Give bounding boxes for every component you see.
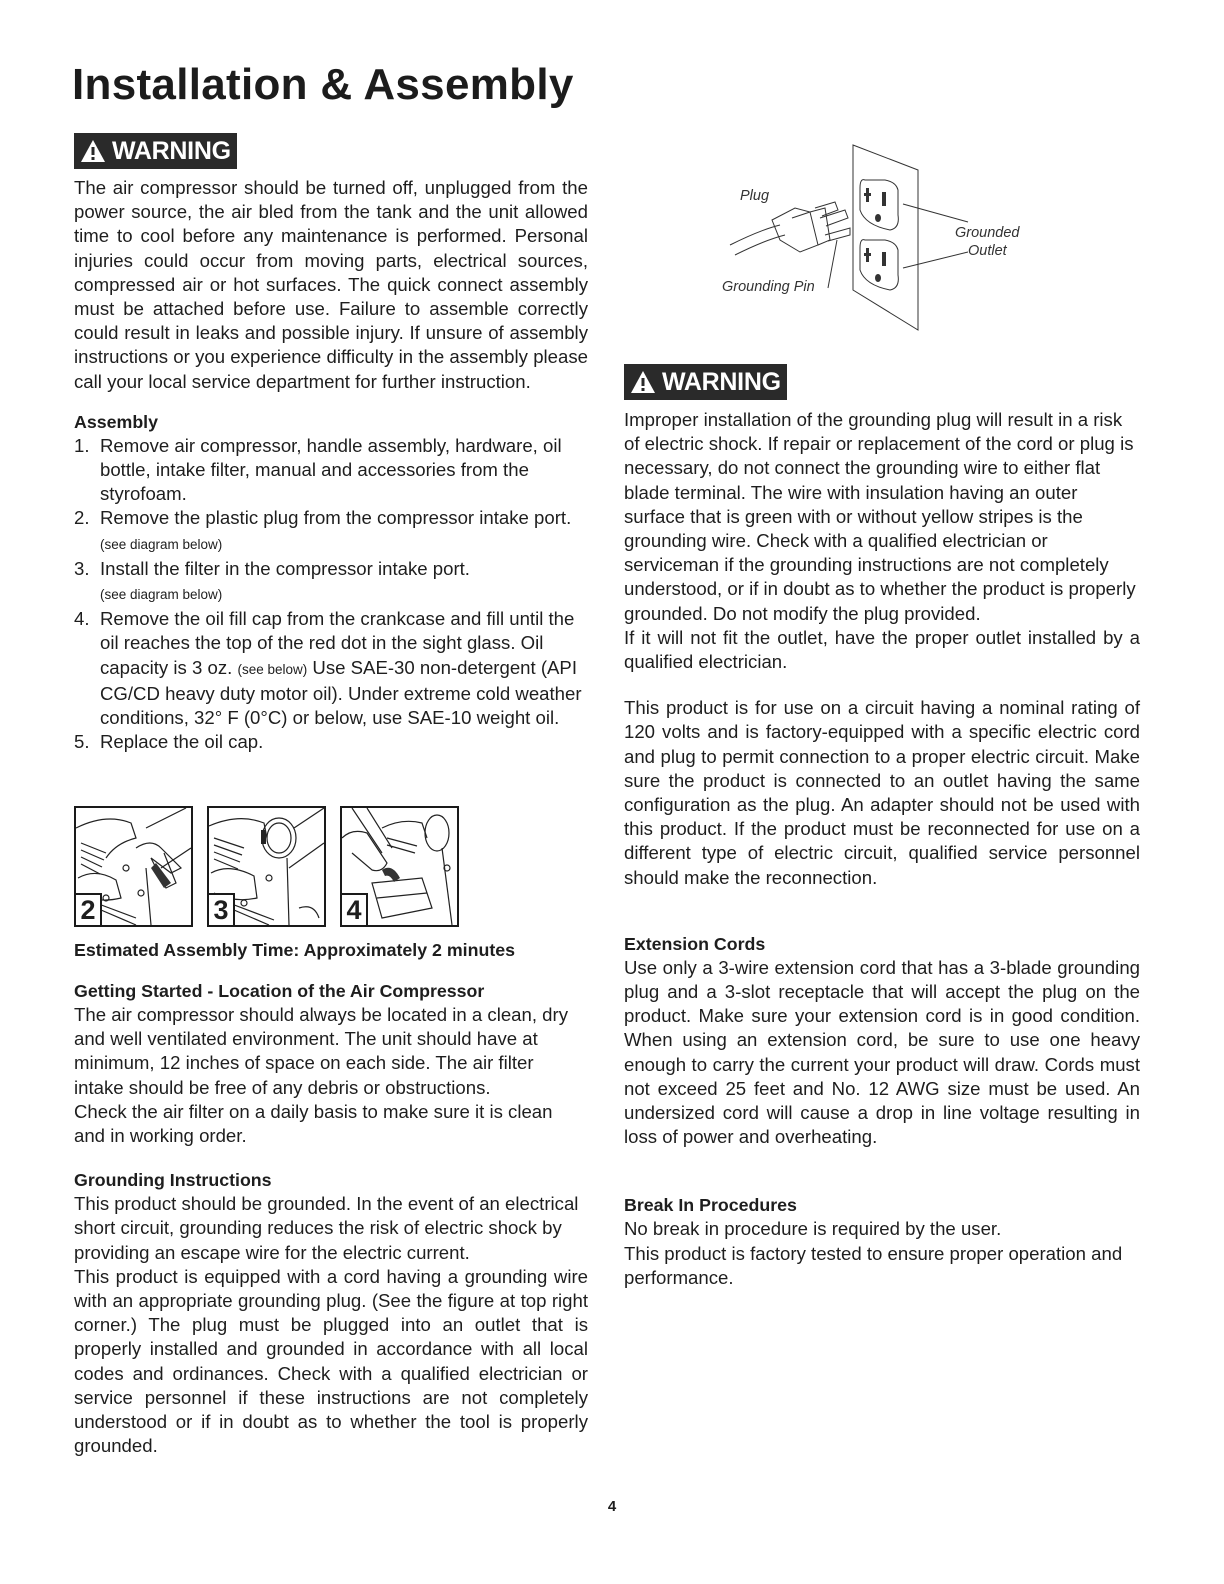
warning-triangle-icon [80, 139, 106, 163]
getting-started-heading: Getting Started - Location of the Air Compressor [74, 981, 485, 1001]
grounding-warning-text: Improper installation of the grounding plug will result in a risk of electric shock. If repair or replacement of the cord or plug is necessary, do not connect the grounding wire to either flat blade terminal. The wire with insulation having an outer surface that is green with or without yellow stripes is the grounding wire. Check with a qualified electrician or serviceman if the grounding instructions are not completely understood, or if in doubt as to whether the product is properly grounded. Do not modify the plug provided. [624, 409, 1136, 624]
step-note: (see diagram below) [100, 587, 223, 603]
warning-triangle-icon [630, 370, 656, 394]
grounded-plug-figure [700, 140, 1040, 340]
getting-started-text-2: Check the air filter on a daily basis to make sure it is clean and in working order. [74, 1100, 553, 1147]
estimated-time: Estimated Assembly Time: Approximately 2 minutes [74, 940, 516, 960]
assembly-step [74, 607, 588, 730]
grounding-heading: Grounding Instructions [74, 1170, 272, 1191]
warning-badge-2 [624, 364, 787, 400]
assembly-step [74, 434, 588, 507]
step-text: Remove the plastic plug from the compressor intake port. [100, 507, 572, 529]
grounding-pin-label: Grounding Pin [722, 279, 815, 295]
assembly-step [74, 730, 588, 754]
assembly-step [74, 506, 588, 556]
figure-remove-intake-plug [74, 806, 193, 927]
step-text: Remove air compressor, handle assembly, hardware, oil bottle, intake filter, manual and accessories from the styrofoam. [100, 434, 562, 505]
warning-label: WARNING [112, 137, 231, 165]
warning-badge [74, 133, 237, 169]
grounded-outlet-label: Grounded [955, 225, 1020, 241]
left-column-lower [74, 938, 588, 1458]
step-number: 5. [74, 731, 90, 753]
page-number: 4 [607, 1498, 617, 1515]
step-note: (see diagram below) [100, 536, 223, 552]
getting-started-text: The air compressor should always be located in a clean, dry and well ventilated environment. The unit should have at minimum, 12 inches of space on each side. The air filter intake should be free of any debris or obstructions. [74, 1004, 569, 1098]
page-title: Installation & Assembly [72, 60, 574, 109]
grounding-text-2: This product is equipped with a cord having a grounding wire with an appropriate grounding plug. (See the figure at top right corner.) The plug must be plugged into an outlet that is properly installed and grounded in accordance with all local codes and ordinances. Check with a qualified electrician or service personnel if these instructions are not completely understood or if in doubt as to whether the tool is properly grounded. [74, 1265, 588, 1457]
step-text: Replace the oil cap. [100, 731, 264, 753]
grounded-outlet-label-2: Outlet [968, 243, 1007, 259]
step-number: 1. [74, 434, 90, 456]
step-text: Use SAE-30 non-detergent (API CG/CD heavy duty motor oil). Under extreme cold weather conditions, 32° F (0°C) or below, use SAE-10 weight oil. [100, 656, 582, 729]
break-in-text-2: This product is factory tested to ensure proper operation and performance. [624, 1242, 1123, 1288]
warning-text: The air compressor should be turned off, unplugged from the power source, the air bled from the tank and the unit allowed time to cool before any maintenance is performed. Personal injuries could occur from moving parts, electrical sources, compressed air or hot surfaces. The quick connect assembly must be attached before use. Failure to assemble correctly could result in leaks and possible injury. If unsure of assembly instructions or you experience difficulty in the assembly please call your local service department for further instruction. [74, 177, 588, 392]
warning-label: WARNING [662, 368, 781, 396]
break-in-heading: Break In Procedures [624, 1195, 797, 1216]
step-number: 4. [74, 608, 90, 630]
assembly-steps [74, 434, 588, 755]
assembly-figures [74, 806, 459, 927]
step-text: Install the filter in the compressor intake port. [100, 557, 470, 579]
circuit-text: This product is for use on a circuit having a nominal rating of 120 volts and is factory-equipped with a specific electric cord and plug to permit connection to a proper electric circuit. Make sure the product is connected to an outlet having the same configuration as the plug. An adapter should not be used with this product. If the product must be reconnected for use on a different type of electric circuit, qualified service personnel should make the reconnection. [624, 697, 1140, 888]
assembly-step [74, 557, 588, 607]
figure-number: 2 [76, 893, 102, 925]
plug-label: Plug [740, 188, 770, 204]
assembly-heading: Assembly [74, 411, 159, 432]
extension-cords-heading: Extension Cords [624, 933, 766, 954]
figure-number: 3 [209, 893, 235, 925]
figure-fill-oil [340, 806, 459, 927]
left-column-upper [74, 176, 588, 754]
extension-cords-text: Use only a 3-wire extension cord that has a 3-blade grounding plug and a 3-slot receptacle that will accept the plug on the product. Make sure your extension cord is in good condition. When using an extension cord, be sure to use one heavy enough to carry the current your product will draw. Cords must not exceed 25 feet and No. 12 AWG size must be used. An undersized cord will cause a drop in line voltage resulting in loss of power and overheating. [624, 956, 1140, 1148]
step-note: (see below) [237, 661, 308, 677]
step-text: Remove the oil fill cap from the crankcase and fill until the oil reaches the top of the red dot in the sight glass. Oil capacity is 3 oz. [100, 608, 575, 678]
step-number: 3. [74, 557, 90, 579]
grounding-warning-text-2: If it will not fit the outlet, have the proper outlet installed by a qualified electrician. [624, 626, 1140, 673]
grounding-text: This product should be grounded. In the event of an electrical short circuit, grounding reduces the risk of electric shock by providing an escape wire for the electric current. [74, 1193, 579, 1263]
step-number: 2. [74, 507, 90, 529]
right-column [624, 408, 1140, 1290]
break-in-text: No break in procedure is required by the user. [624, 1218, 1002, 1240]
figure-install-filter [207, 806, 326, 927]
figure-number: 4 [342, 893, 368, 925]
